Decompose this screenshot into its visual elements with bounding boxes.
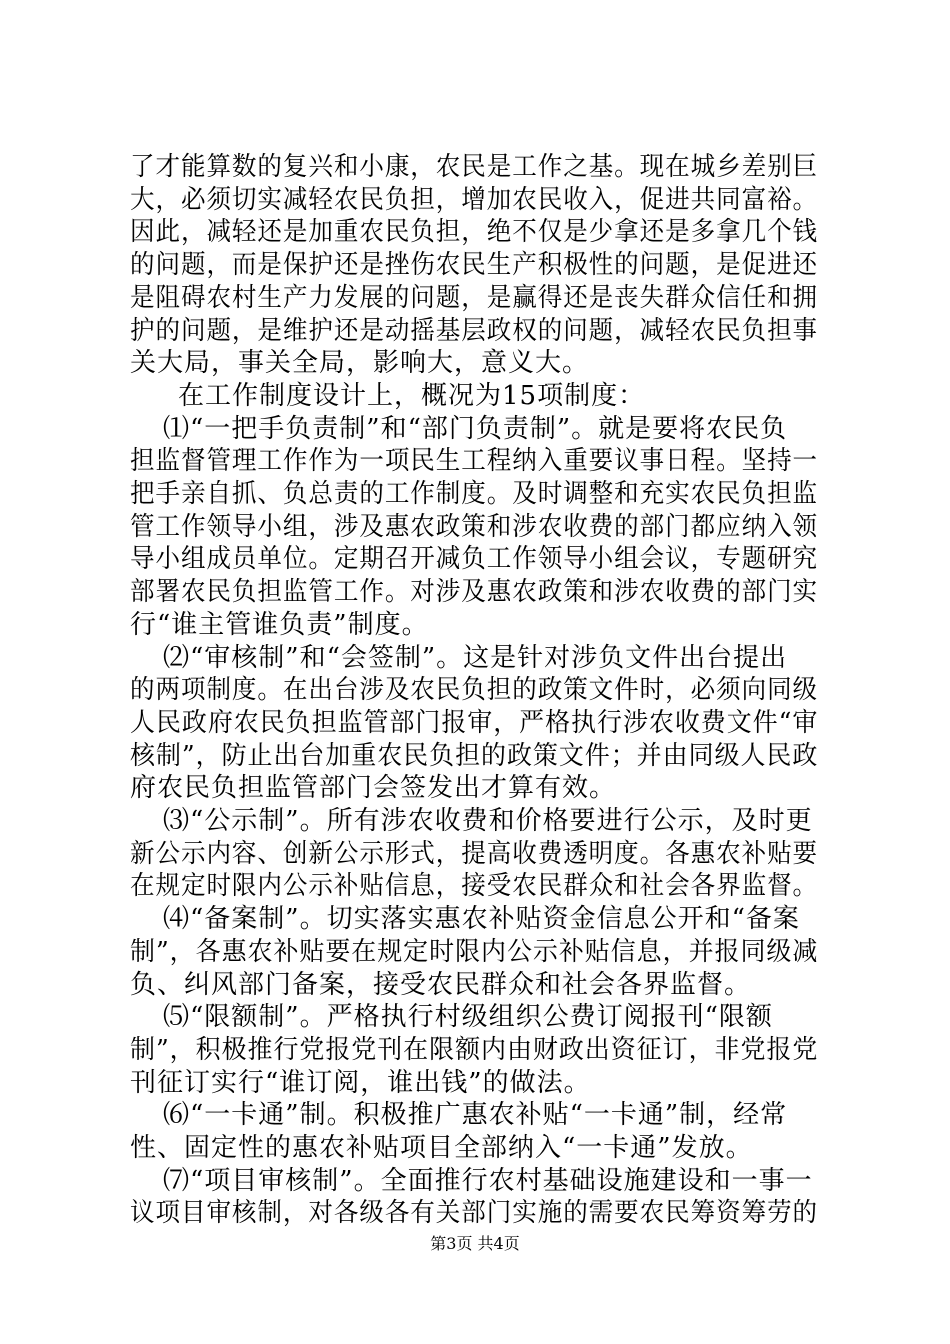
text-line: 关大局，事关全局，影响大，意义大。: [130, 348, 590, 379]
text-line: 人民政府农民负担监管部门报审，严格执行涉农收费文件“审: [130, 707, 819, 738]
text-line: 担监督管理工作作为一项民生工程纳入重要议事日程。坚持一: [130, 446, 819, 477]
text-line: 负、纠风部门备案，接受农民群众和社会各界监督。: [130, 969, 752, 1000]
text-line: 护的问题，是维护还是动摇基层政权的问题，减轻农民负担事: [130, 315, 819, 346]
text-line: ⑸“限额制”。严格执行村级组织公费订阅报刊“限额: [163, 1002, 773, 1033]
page-footer: 第3页 共4页: [430, 1234, 520, 1253]
text-line: 核制”，防止出台加重农民负担的政策文件；并由同级人民政: [130, 740, 819, 771]
text-line: 性、固定性的惠农补贴项目全部纳入“一卡通”发放。: [130, 1133, 753, 1163]
text-line: ⑵“审核制”和“会签制”。这是针对涉负文件出台提出: [163, 642, 788, 673]
text-line: ⑷“备案制”。切实落实惠农补贴资金信息公开和“备案: [163, 904, 800, 935]
text-line: 是阻碍农村生产力发展的问题，是赢得还是丧失群众信任和拥: [130, 282, 819, 313]
text-line: 制”，积极推行党报党刊在限额内由财政出资征订，非党报党: [130, 1034, 819, 1065]
text-line: 制”，各惠农补贴要在规定时限内公示补贴信息，并报同级减: [130, 936, 819, 967]
text-line: 因此，减轻还是加重农民负担，绝不仅是少拿还是多拿几个钱: [130, 217, 819, 248]
text-line: 府农民负担监管部门会签发出才算有效。: [130, 773, 617, 804]
text-line: 管工作领导小组，涉及惠农政策和涉农收费的部门都应纳入领: [130, 511, 819, 542]
text-line: 在规定时限内公示补贴信息，接受农民群众和社会各界监督。: [130, 871, 819, 902]
text-line: 行“谁主管谁负责”制度。: [130, 609, 429, 640]
text-line: 新公示内容、创新公示形式，提高收费透明度。各惠农补贴要: [130, 838, 819, 869]
text-line: ⑺“项目审核制”。全面推行农村基础设施建设和一事一: [163, 1165, 813, 1196]
text-line: 刊征订实行“谁订阅，谁出钱”的做法。: [130, 1067, 591, 1098]
text-line: 的两项制度。在出台涉及农民负担的政策文件时，必须向同级: [130, 675, 819, 706]
text-line: 议项目审核制，对各级各有关部门实施的需要农民筹资筹劳的: [130, 1198, 819, 1229]
text-line: 导小组成员单位。定期召开减负工作领导小组会议，专题研究: [130, 544, 819, 575]
text-line: ⑴“一把手负责制”和“部门负责制”。就是要将农民负: [163, 413, 788, 444]
text-line: ⑹“一卡通”制。积极推广惠农补贴“一卡通”制，经常: [163, 1100, 788, 1131]
text-line: 的问题，而是保护还是挫伤农民生产积极性的问题，是促进还: [130, 250, 819, 281]
text-line: 了才能算数的复兴和小康，农民是工作之基。现在城乡差别巨: [130, 152, 819, 182]
text-line: 部署农民负担监管工作。对涉及惠农政策和涉农收费的部门实: [130, 577, 819, 608]
text-line: 把手亲自抓、负总责的工作制度。及时调整和充实农民负担监: [130, 479, 819, 509]
text-line: ⑶“公示制”。所有涉农收费和价格要进行公示，及时更: [163, 806, 813, 836]
text-line: 大，必须切实减轻农民负担，增加农民收入，促进共同富裕。: [130, 184, 819, 215]
text-line: 在工作制度设计上，概况为15项制度：: [178, 380, 646, 411]
